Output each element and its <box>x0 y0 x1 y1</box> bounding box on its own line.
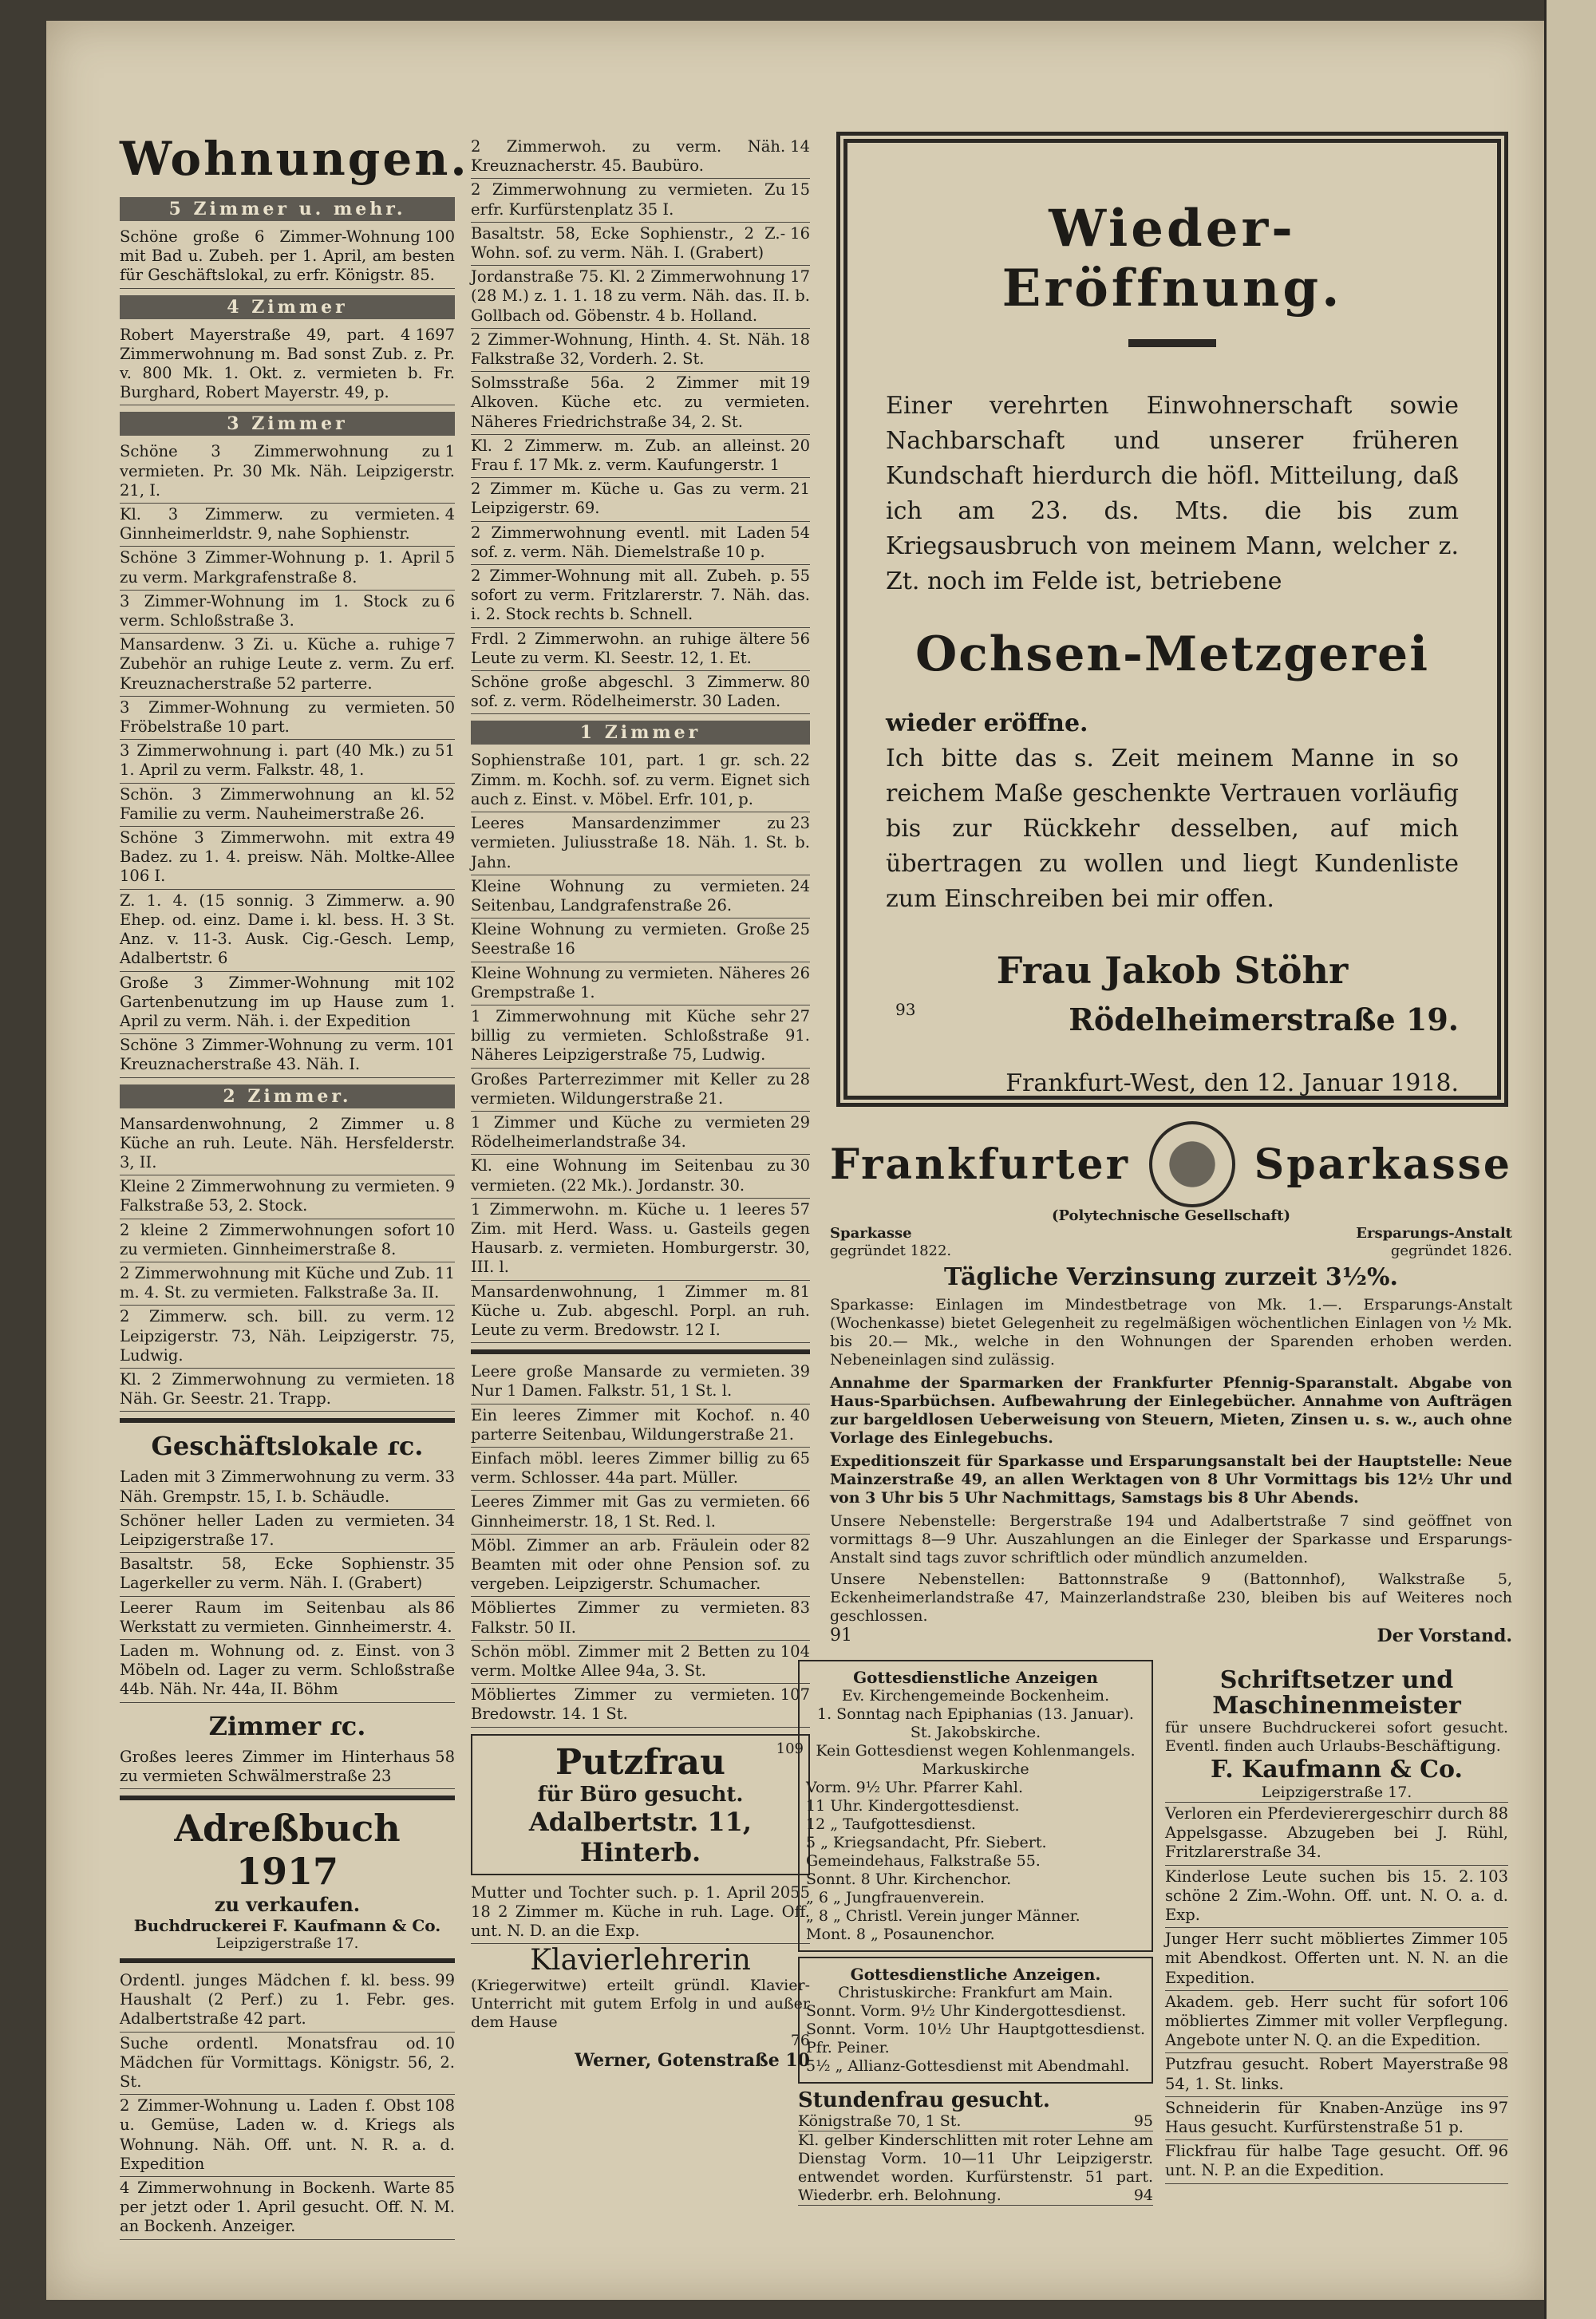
ad-text: Mutter und Tochter such. p. 1. April 18 2 Zimmer m. Küche in ruh. Lage. Off. unt. N. D. an die Exp. <box>471 1882 810 1941</box>
ad-text: Basaltstr. 58, Ecke Sophienstr. Lagerkeller zu verm. Näh. I. (Grabert) <box>120 1555 431 1593</box>
ad-text: Flickfrau für halbe Tage gesucht. Off. unt. N. P. an die Expedition. <box>1165 2142 1484 2180</box>
classified-ad <box>120 827 455 890</box>
divider <box>120 1796 455 1800</box>
category-band: 4 Zimmer <box>120 295 455 319</box>
ad-number: 34 <box>435 1511 455 1530</box>
sparkasse-r1b: gegründet 1826. <box>1390 1242 1512 1259</box>
ad-number: 29 <box>790 1112 810 1132</box>
classified-ad <box>1165 1991 1508 2054</box>
classified-ad <box>120 2033 455 2096</box>
category-band: 5 Zimmer u. mehr. <box>120 197 455 221</box>
classified-ad <box>471 223 810 266</box>
ad-text: Schön. 3 Zimmerwohnung an kl. Familie zu verm. Nauheimerstraße 26. <box>120 784 431 823</box>
ad-text: 1 Zimmerwohn. m. Küche u. 1 leeres Zim. mit Herd. Wass. u. Gasteils gegen Hausarb. z. vermieten. Homburgerstr. 30, III. l. <box>471 1199 810 1277</box>
firm-addr: Leipzigerstraße 17. <box>1165 1784 1508 1803</box>
putz-num: 109 <box>776 1740 804 1757</box>
ad-text: 2 Zimmer m. Küche u. Gas zu verm. Leipzigerstr. 69. <box>471 480 786 518</box>
classified-ad <box>1165 2140 1508 2183</box>
ad-number: 85 <box>435 2179 455 2198</box>
ad-text: Kleine Wohnung zu vermieten. Näheres Grempstraße 1. <box>471 963 786 1001</box>
ad-text: 1 Zimmerwohnung mit Küche sehr billig zu vermieten. Schloßstraße 91. Näheres Leipzigerstraße 75, Ludwig. <box>471 1006 810 1065</box>
classified-ad <box>120 1306 455 1369</box>
classified-ad <box>120 1113 455 1176</box>
service-row: 12 „ Taufgottesdienst. <box>806 1815 976 1833</box>
classified-ad <box>120 697 455 740</box>
ad-number: 27 <box>790 1006 810 1025</box>
ad-text: Ordentl. junges Mädchen f. kl. bess. Haushalt (2 Perf.) zu 1. Febr. ges. Adalbertstraße 42 part. <box>120 1971 455 2029</box>
ad-number: 35 <box>435 1555 455 1574</box>
ad-text: Kl. 2 Zimmerwohnung zu vermieten. Näh. Gr. Seestr. 21. Trapp. <box>120 1369 431 1408</box>
ad-number: 97 <box>1488 2098 1508 2117</box>
ad-text: Leeres Mansardenzimmer zu vermieten. Juliusstraße 18. Näh. 1. St. b. Jahn. <box>471 814 810 871</box>
ad-number: 19 <box>790 373 810 393</box>
ad-number: 28 <box>790 1069 810 1088</box>
schlitten-text: Kl. gelber Kinderschlitten mit roter Lehne am Dienstag Vorm. 10—11 Uhr Leipzigerstr. entwendet worden. Kurfürstenstr. 51 part. Wiederbr. erh. Belohnung. <box>798 2131 1153 2204</box>
ad-number: 14 <box>790 137 810 156</box>
classified-ad <box>120 1640 455 1703</box>
service-row: Gemeindehaus, Falkstraße 55. <box>806 1852 1041 1870</box>
gottes-line4: Markuskirche <box>922 1760 1029 1778</box>
ad-lead: wieder eröffne. <box>886 709 1088 737</box>
ad-text: Leere große Mansarde zu vermieten. Nur 1 Damen. Falkstr. 51, 1 St. l. <box>471 1362 786 1400</box>
category-band: 3 Zimmer <box>120 412 455 436</box>
classified-ad <box>471 478 810 521</box>
column-2 <box>471 136 810 2071</box>
ad-text: Mansardenwohnung, 1 Zimmer m. Küche u. Zub. abgeschl. Porpl. an ruh. Leute zu verm. Bredowstr. 12 I. <box>471 1282 810 1339</box>
ad-text: 2 Zimmer-Wohnung mit all. Zubeh. p. sofort zu verm. Fritzlarerstr. 7. Näh. das. i. 2. Stock rechts b. Schnell. <box>471 567 810 624</box>
service-row: Sonnt. Vorm. 10½ Uhr Hauptgottesdienst. Pfr. Peiner. <box>806 2021 1145 2056</box>
ad-text: 4 Zimmerwohnung in Bockenh. Warte per jetzt oder 1. April gesucht. Off. N. M. an Bockenh. Anzeiger. <box>120 2179 455 2236</box>
classified-ad <box>471 1069 810 1112</box>
sparkasse-p3: Expeditionszeit für Sparkasse und Ersparungsanstalt bei der Hauptstelle: Neue Mainzerstraße 49, an allen Werktagen von 8 Uhr Vormittags bis 12½ Uhr und von 3 Uhr bis 5 Uhr Nachmittags, Samstags bis 8 Uhr Abends. <box>830 1452 1512 1507</box>
adressbuch-title: Adreßbuch 1917 <box>174 1807 401 1893</box>
ad-text: Junger Herr sucht möbliertes Zimmer mit Abendkost. Offerten unt. N. N. an die Expedition. <box>1165 1930 1508 1987</box>
ad-number: 25 <box>790 920 810 939</box>
klavier-num: 76 <box>790 2032 810 2050</box>
ad-text: Kl. eine Wohnung im Seitenbau zu vermieten. (22 Mk.). Jordanstr. 30. <box>471 1156 786 1195</box>
ad-number: 24 <box>790 876 810 895</box>
classified-ad <box>120 2177 455 2240</box>
ad-sparkasse <box>830 1121 1512 1646</box>
ad-text: Kleine Wohnung zu vermieten. Seitenbau, Landgrafenstraße 26. <box>471 876 786 915</box>
service-row: 11 Uhr. Kindergottesdienst. <box>806 1797 1020 1815</box>
classified-ad <box>120 440 455 504</box>
classified-ad <box>471 962 810 1005</box>
ad-text: Möbliertes Zimmer zu vermieten. Bredowstr. 14. 1 St. <box>471 1685 776 1724</box>
divider <box>471 1349 810 1354</box>
ad-number: 11 <box>435 1263 455 1282</box>
ad-date: Frankfurt-West, den 12. Januar 1918. <box>1005 1069 1459 1097</box>
ad-number: 8 <box>444 1114 455 1133</box>
klavier-title: Klavierlehrerin <box>530 1944 751 1977</box>
ad-number: 65 <box>790 1448 810 1468</box>
ad-text: Kleine Wohnung zu vermieten. Große Seestraße 16 <box>471 920 786 958</box>
ad-text: Sophienstraße 101, part. 1 gr. sch. Zimm. m. Kochh. sof. zu verm. Eignet sich auch z. Einst. v. Möbel. Erfr. 101, p. <box>471 751 810 808</box>
classified-ad <box>120 1175 455 1219</box>
ad-text: Kleine 2 Zimmerwohnung zu vermieten. Falkstraße 53, 2. Stock. <box>120 1177 440 1215</box>
category-band: 2 Zimmer. <box>120 1084 455 1108</box>
classified-ad <box>120 504 455 547</box>
ad-text: Solmsstraße 56a. 2 Zimmer mit Alkoven. Küche etc. zu vermieten. Näheres Friedrichstraße 34, 2. St. <box>471 373 810 431</box>
ad-number: 105 <box>1478 1930 1508 1949</box>
ad-text: Möbl. Zimmer an arb. Fräulein oder Beamten mit oder ohne Pension sof. zu vergeben. Leipzigerstr. Schumacher. <box>471 1535 810 1594</box>
classified-ad <box>1165 1866 1508 1929</box>
schrift-title: Schriftsetzer und Maschinenmeister <box>1212 1666 1461 1720</box>
ad-number: 98 <box>1488 2055 1508 2074</box>
ad-number: 15 <box>790 180 810 200</box>
sparkasse-l1b: gegründet 1822. <box>830 1242 952 1259</box>
classified-ad <box>471 522 810 565</box>
classified-ad <box>120 324 455 406</box>
ad-text: Schöne 3 Zimmer-Wohnung p. 1. April zu verm. Markgrafenstraße 8. <box>120 548 440 587</box>
classified-ad <box>120 226 455 289</box>
ad-number: 23 <box>790 814 810 833</box>
gottes-sub2: Christuskirche: Frankfurt am Main. <box>838 1984 1113 2001</box>
classified-ad <box>471 1535 810 1598</box>
ad-text: Frdl. 2 Zimmerwohn. an ruhige ältere Leute zu verm. Kl. Seestr. 12, 1. Et. <box>471 629 786 667</box>
ad-number: 57 <box>790 1199 810 1219</box>
ad-text: Einer verehrten Einwohnerschaft sowie Nachbarschaft und unserer früheren Kundschaft hierdurch die höfl. Mitteilung, daß ich am 23. ds. Mts. die bis zum Kriegsausbruch von meinem Mann, welcher z. Zt. noch im Felde ist, betriebene <box>886 392 1459 595</box>
ad-number: 4 <box>444 505 455 524</box>
section-title-geschaeftslokale: Geschäftslokale ɾc. <box>151 1431 424 1462</box>
classified-ad <box>120 1034 455 1077</box>
service-row: „ 6 „ Jungfrauenverein. <box>806 1889 985 1906</box>
stunden-text: Königstraße 70, 1 St. <box>798 2112 962 2130</box>
ad-text: Leeres Zimmer mit Gas zu vermieten. Ginnheimerstr. 18, 1 St. Red. l. <box>471 1492 786 1531</box>
sparkasse-rate: Tägliche Verzinsung zurzeit 3½%. <box>944 1263 1398 1291</box>
ad-text: Laden mit 3 Zimmerwohnung zu verm. Näh. Grempstr. 15, I. b. Schäudle. <box>120 1468 431 1506</box>
ad-text: Mansardenw. 3 Zi. u. Küche a. ruhige Zubehör an ruhige Leute z. verm. Zu erf. Kreuznacherstraße 52 parterre. <box>120 635 455 693</box>
ad-number: 54 <box>790 523 810 542</box>
sparkasse-right: Sparkasse <box>1254 1140 1512 1189</box>
schlitten-num: 94 <box>1133 2187 1153 2204</box>
section-title-zimmer: Zimmer ɾc. <box>208 1710 366 1741</box>
ad-text: Putzfrau gesucht. Robert Mayerstraße 54, 1. St. links. <box>1165 2055 1484 2093</box>
classified-ad <box>471 435 810 478</box>
ad-number: 39 <box>790 1362 810 1381</box>
ad-text: Einfach möbl. leeres Zimmer billig zu verm. Schlosser. 44a part. Müller. <box>471 1448 786 1487</box>
classified-ad <box>120 1219 455 1262</box>
ad-number: 86 <box>435 1598 455 1617</box>
classified-ad <box>120 1746 455 1789</box>
classified-ad <box>471 1597 810 1640</box>
ad-number: 58 <box>435 1747 455 1766</box>
classified-ad <box>120 740 455 783</box>
classified-ad <box>120 1597 455 1640</box>
classified-ad <box>471 628 810 671</box>
classified-ad <box>471 1199 810 1281</box>
ad-number: 96 <box>1488 2142 1508 2161</box>
ad-number: 103 <box>1478 1867 1508 1886</box>
classified-ad <box>471 1882 810 1945</box>
ad-text: Z. 1. 4. (15 sonnig. 3 Zimmerw. a. Ehep. od. einz. Dame i. kl. bess. H. 3 St. Anz. v. 11-3. Ausk. Cig.-Gesch. Lemp, Adalbertstr. 6 <box>120 891 455 968</box>
service-row: Mont. 8 „ Posaunenchor. <box>806 1926 995 1943</box>
ad-text: Schöne 3 Zimmerwohnung zu vermieten. Pr. 30 Mk. Näh. Leipzigerstr. 21, I. <box>120 442 455 500</box>
adjacent-page-edge <box>1544 0 1596 2319</box>
ad-text: 2 Zimmer-Wohnung, Hinth. 4. St. Näh. Falkstraße 32, Vorderh. 2. St. <box>471 330 786 369</box>
classified-ad <box>120 1553 455 1596</box>
ad-number: 49 <box>435 828 455 847</box>
classified-ad <box>120 1262 455 1306</box>
ad-wieder-eroeffnung <box>836 132 1508 1107</box>
classified-ad <box>471 1112 810 1155</box>
ad-number: 18 <box>435 1369 455 1389</box>
classified-ad <box>471 1684 810 1727</box>
service-row: Sonnt. 8 Uhr. Kirchenchor. <box>806 1871 1012 1888</box>
ad-text: 3 Zimmer-Wohnung im 1. Stock zu verm. Schloßstraße 3. <box>120 591 440 630</box>
klavier-text: (Kriegerwitwe) erteilt gründl. Klavier-Unterricht mit gutem Erfolg in und außer dem Hause <box>471 1977 810 2032</box>
adressbuch-firm: Buchdruckerei F. Kaufmann & Co. <box>133 1916 441 1935</box>
classified-ad <box>471 1361 810 1404</box>
sparkasse-p5: Unsere Nebenstellen: Battonnstraße 9 (Battonnhof), Walkstraße 5, Eckenheimerlandstraße 47, Mainzerlandstraße 230, bleiben bis auf Weiteres noch geschlossen. <box>830 1570 1512 1625</box>
ad-text: 1 Zimmer und Küche zu vermieten Rödelheimerlandstraße 34. <box>471 1112 786 1152</box>
classified-ad <box>471 329 810 372</box>
ad-number: 5 <box>444 548 455 567</box>
service-row: 5½ „ Allianz-Gottesdienst mit Abendmahl. <box>806 2057 1130 2075</box>
ad-text: 3 Zimmerwohnung i. part (40 Mk.) zu 1. April zu verm. Falkstr. 48, 1. <box>120 741 431 780</box>
ad-text: 2 kleine 2 Zimmerwohnungen sofort zu vermieten. Ginnheimerstraße 8. <box>120 1220 431 1258</box>
schrift-text: für unsere Buchdruckerei sofort gesucht. Eventl. finden auch Urlaubs-Beschäftigung. <box>1165 1719 1508 1755</box>
ad-number: 17 <box>790 267 810 286</box>
ad-text: 2 Zimmerwohnung eventl. mit Laden sof. z. verm. Näh. Diemelstraße 10 p. <box>471 523 786 561</box>
ad-number: 6 <box>444 591 455 610</box>
ad-num: 93 <box>895 1000 916 1019</box>
ad-number: 2055 <box>770 1882 810 1902</box>
ad-addr: Rödelheimerstraße 19. <box>1069 1001 1459 1037</box>
classified-ad <box>471 1155 810 1198</box>
ad-text2: Ich bitte das s. Zeit meinem Manne in so reichem Maße geschenkte Vertrauen vorläufig bis zur Rückkehr desselben, auf mich übertragen zu wollen und liegt Kundenliste zum Einschreiben bei mir offen. <box>886 745 1459 913</box>
ad-number: 100 <box>425 227 455 246</box>
ad-number: 80 <box>790 673 810 692</box>
ad-number: 82 <box>790 1535 810 1555</box>
classified-ad <box>120 591 455 634</box>
sparkasse-l1: Sparkasse <box>830 1225 912 1242</box>
classified-ad <box>120 972 455 1035</box>
divider <box>120 1958 455 1963</box>
ad-text: Kl. 2 Zimmerw. m. Zub. an alleinst. Frau f. 17 Mk. z. verm. Kaufungerstr. 1 <box>471 436 786 475</box>
putzfrau-ad <box>471 1734 810 1875</box>
classified-ad <box>1165 2097 1508 2140</box>
classified-ad <box>120 547 455 590</box>
classified-ad <box>120 1510 455 1553</box>
ad-text: Großes leeres Zimmer im Hinterhaus zu vermieten Schwälmerstraße 23 <box>120 1747 431 1785</box>
classified-ad <box>471 1641 810 1684</box>
ad-text: Laden m. Wohnung od. z. Einst. von Möbeln od. Lager zu verm. Schloßstraße 44b. Näh. Nr. 44a, II. Böhm <box>120 1641 455 1699</box>
ad-number: 10 <box>435 1220 455 1239</box>
classified-ad <box>120 784 455 827</box>
ad-number: 3 <box>444 1641 455 1660</box>
ad-text: 2 Zimmerw. sch. bill. zu verm. Leipzigerstr. 73, Näh. Leipzigerstr. 75, Ludwig. <box>120 1307 455 1365</box>
classified-ad <box>1165 1803 1508 1866</box>
classified-ad <box>471 136 810 179</box>
classified-ad <box>471 1005 810 1069</box>
ad-number: 40 <box>790 1405 810 1424</box>
ad-text: 2 Zimmerwoh. zu verm. Näh. Kreuznacherstr. 45. Baubüro. <box>471 137 786 176</box>
ad-number: 51 <box>435 741 455 760</box>
classified-ad <box>471 1281 810 1344</box>
ad-sign: Frau Jakob Stöhr <box>996 949 1349 992</box>
classified-ad <box>120 1369 455 1412</box>
sparkasse-left: Frankfurter <box>830 1140 1131 1189</box>
ad-number: 101 <box>425 1036 455 1055</box>
service-row: Sonnt. Vorm. 9½ Uhr Kindergottesdienst. <box>806 2002 1127 2020</box>
classified-ad <box>471 179 810 222</box>
ad-dash <box>1128 339 1216 347</box>
classified-ad <box>120 890 455 972</box>
ad-number: 99 <box>435 1971 455 1989</box>
ad-text: Große 3 Zimmer-Wohnung mit Gartenbenutzung im up Hause zum 1. April zu verm. Näh. i. der Expedition <box>120 973 455 1030</box>
classified-ad <box>471 266 810 329</box>
putz-sub: für Büro gesucht. <box>537 1782 744 1807</box>
ad-text: Schneiderin für Knaben-Anzüge ins Haus gesucht. Kurfürstenstraße 51 p. <box>1165 2098 1484 2137</box>
classified-ad <box>471 565 810 628</box>
ad-number: 50 <box>435 697 455 717</box>
gottes-sub: Ev. Kirchengemeinde Bockenheim. <box>841 1687 1110 1705</box>
ad-number: 81 <box>790 1282 810 1301</box>
adressbuch-sub: zu verkaufen. <box>214 1893 361 1916</box>
ad-number: 102 <box>425 973 455 992</box>
gottes-line1: 1. Sonntag nach Epiphanias (13. Januar). <box>817 1705 1134 1723</box>
classified-ad <box>471 671 810 714</box>
sparkasse-r1: Ersparungs-Anstalt <box>1356 1225 1512 1242</box>
sparkasse-num: 91 <box>830 1626 852 1645</box>
classified-ad <box>1165 2053 1508 2096</box>
ad-text: Schöne 3 Zimmerwohn. mit extra Badez. zu 1. 4. preisw. Näh. Moltke-Allee 106 I. <box>120 828 455 886</box>
stunden-title: Stundenfrau gesucht. <box>798 2088 1050 2112</box>
ad-number: 12 <box>435 1307 455 1326</box>
sparkasse-sign: Der Vorstand. <box>1377 1626 1512 1646</box>
klavier-ad <box>471 1944 810 2071</box>
ad-number: 30 <box>790 1156 810 1175</box>
sparkasse-p2: Annahme der Sparmarken der Frankfurter Pfennig-Sparanstalt. Abgabe von Haus-Sparbüchsen. Aufbewahrung der Einlegebücher. Annahme von Aufträgen zur bargeldlosen Ueberweisung von Steuern, Mieten, Zinsen u. s. w., auch ohne Vorlage des Einlegebuchs. <box>830 1374 1512 1447</box>
ad-number: 56 <box>790 629 810 648</box>
classified-ad <box>471 919 810 962</box>
ad-number: 106 <box>1478 1992 1508 2011</box>
ad-text: Großes Parterrezimmer mit Keller zu vermieten. Wildungerstraße 21. <box>471 1069 786 1108</box>
firm-name: F. Kaufmann & Co. <box>1211 1756 1463 1784</box>
classified-ad <box>120 1969 455 2033</box>
gottes-title2: Gottesdienstliche Anzeigen. <box>850 1965 1101 1984</box>
classified-ad <box>120 2095 455 2177</box>
ad-number: 18 <box>790 330 810 349</box>
sparkasse-sub: (Polytechnische Gesellschaft) <box>1051 1207 1290 1224</box>
ad-number: 7 <box>444 635 455 654</box>
ad-text: Kl. 3 Zimmerw. zu vermieten. Ginnheimerldstr. 9, nahe Sophienstr. <box>120 505 440 543</box>
putz-addr: Adalbertstr. 11, Hinterb. <box>528 1806 753 1867</box>
ad-number: 9 <box>444 1177 455 1196</box>
beehive-logo-icon <box>1149 1121 1235 1207</box>
ad-text: Suche ordentl. Monatsfrau od. Mädchen für Vormittags. Königstr. 56, 2. St. <box>120 2033 455 2092</box>
column-wohnungen <box>120 132 469 2240</box>
ad-number: 1697 <box>415 325 455 344</box>
ad-number: 107 <box>780 1685 810 1705</box>
ad-text: Schöne große abgeschl. 3 Zimmerw. sof. z. verm. Rödelheimerstr. 30 Laden. <box>471 673 786 711</box>
adressbuch-ad <box>120 1807 455 1952</box>
ad-text: Kinderlose Leute suchen bis 15. 2. schöne 2 Zim.-Wohn. Off. unt. N. O. a. d. Exp. <box>1165 1867 1508 1925</box>
klavier-name: Werner, Gotenstraße 10 <box>575 2050 810 2072</box>
classified-ad <box>471 749 810 812</box>
ad-number: 52 <box>435 784 455 804</box>
ad-number: 22 <box>790 751 810 770</box>
ad-text: Schöne 3 Zimmer-Wohnung zu verm. Kreuznacherstraße 43. Näh. I. <box>120 1036 421 1074</box>
classified-ad <box>120 1466 455 1509</box>
band-1-zimmer: 1 Zimmer <box>471 721 810 745</box>
divider <box>120 1418 455 1423</box>
ad-text: Möbliertes Zimmer zu vermieten. Falkstr. 50 II. <box>471 1598 786 1637</box>
ad-number: 33 <box>435 1468 455 1487</box>
stunden-num: 95 <box>1133 2112 1153 2130</box>
ad-text: Ein leeres Zimmer mit Kochof. n. parterre Seitenbau, Wildungerstraße 21. <box>471 1405 795 1444</box>
gottes-line3: Kein Gottesdienst wegen Kohlenmangels. <box>816 1742 1136 1760</box>
ad-text: Leerer Raum im Seitenbau als Werkstatt zu vermieten. Ginnheimerstr. 4. <box>120 1598 452 1636</box>
ad-number: 88 <box>1488 1804 1508 1823</box>
classified-ad <box>471 372 810 435</box>
ad-number: 21 <box>790 480 810 499</box>
ad-number: 90 <box>435 891 455 910</box>
ad-text: 3 Zimmer-Wohnung zu vermieten. Fröbelstraße 10 part. <box>120 697 431 737</box>
ad-text: Robert Mayerstraße 49, part. 4 Zimmerwohnung m. Bad sonst Zub. z. Pr. v. 800 Mk. 1. Okt. z. vermieten b. Fr. Burghard, Robert Mayerstr. 49, p. <box>120 325 455 402</box>
ad-number: 26 <box>790 963 810 982</box>
service-row: 5 „ Kriegsandacht, Pfr. Siebert. <box>806 1834 1047 1851</box>
classified-ad <box>471 1404 810 1448</box>
ad-number: 104 <box>780 1641 810 1661</box>
ad-text: Verloren ein Pferdevierergeschirr durch Appelsgasse. Abzugeben bei J. Rühl, Fritzlarerstraße 34. <box>1165 1804 1508 1862</box>
sparkasse-p1: Sparkasse: Einlagen im Mindestbetrage von Mk. 1.—. Ersparungs-Anstalt (Wochenkasse) bietet Gelegenheit zu regelmäßigen wöchentlichen Einlagen von ½ Mk. bis 20.— Mk., welche in den Wohnungen der Sparenden erhoben werden. Nebeneinlagen sind zulässig. <box>830 1296 1512 1369</box>
ad-number: 16 <box>790 223 810 243</box>
classified-ad <box>471 812 810 875</box>
ad-text: 2 Zimmerwohnung zu vermieten. Zu erfr. Kurfürstenplatz 35 I. <box>471 180 786 219</box>
classified-ad <box>120 634 455 697</box>
ad-text: 2 Zimmer-Wohnung u. Laden f. Obst u. Gemüse, Laden w. d. Kriegs als Wohnung. Näh. Off. unt. N. R. a. d. Expedition <box>120 2096 455 2173</box>
ad-number: 20 <box>790 436 810 455</box>
ad-number: 1 <box>444 442 455 461</box>
ad-number: 66 <box>790 1492 810 1511</box>
classified-ad <box>471 875 810 919</box>
gottes-title: Gottesdienstliche Anzeigen <box>853 1668 1098 1687</box>
column-gottesdienst <box>798 1660 1153 2206</box>
section-title-wohnungen: Wohnungen. <box>120 132 469 186</box>
ad-text: Basaltstr. 58, Ecke Sophienstr., 2 Z.-Wohn. sof. zu verm. Näh. I. (Grabert) <box>471 223 786 263</box>
ad-number: 10 <box>435 2033 455 2052</box>
gottes-line2: St. Jakobskirche. <box>910 1724 1041 1741</box>
ad-text: Jordanstraße 75. Kl. 2 Zimmerwohnung (28 M.) z. 1. 1. 18 zu verm. Näh. das. II. b. Gollbach od. Göbenstr. 4 b. Holland. <box>471 267 810 325</box>
ad-text: Akadem. geb. Herr sucht für sofort möbliertes Zimmer mit voller Verpflegung. Angebote unter N. Q. an die Expedition. <box>1165 1992 1508 2050</box>
ad-title: Wieder-Eröffnung. <box>1001 199 1343 318</box>
ad-text: Mansardenwohnung, 2 Zimmer u. Küche an ruh. Leute. Näh. Hersfelderstr. 3, II. <box>120 1114 455 1171</box>
service-row: „ 8 „ Christl. Verein junger Männer. <box>806 1907 1080 1925</box>
ad-big: Ochsen-Metzgerei <box>915 626 1429 682</box>
service-row: Vorm. 9½ Uhr. Pfarrer Kahl. <box>806 1779 1024 1796</box>
ad-number: 55 <box>790 567 810 586</box>
classified-ad <box>471 1491 810 1534</box>
ad-text: 2 Zimmerwohnung mit Küche und Zub. m. 4. St. zu vermieten. Falkstraße 3a. II. <box>120 1263 440 1302</box>
ad-number: 83 <box>790 1598 810 1618</box>
ad-text: Schön möbl. Zimmer mit 2 Betten zu verm. Moltke Allee 94a, 3. St. <box>471 1641 776 1681</box>
putz-title: Putzfrau <box>555 1741 725 1783</box>
ad-number: 108 <box>425 2096 455 2116</box>
classified-ad <box>1165 1928 1508 1991</box>
adressbuch-addr: Leipzigerstraße 17. <box>215 1935 359 1952</box>
ad-text: Schöner heller Laden zu vermieten. Leipzigerstraße 17. <box>120 1511 431 1549</box>
ad-text: Schöne große 6 Zimmer-Wohnung mit Bad u. Zubeh. per 1. April, am besten für Geschäftslokal, zu erfr. Königstr. 85. <box>120 227 455 285</box>
sparkasse-p4: Unsere Nebenstelle: Bergerstraße 194 und Adalbertstraße 7 sind geöffnet von vormittags 8—9 Uhr. Auszahlungen an die Einleger der Sparkasse und Ersparungs-Anstalt sind tags zuvor schriftlich oder mündlich anzumelden. <box>830 1512 1512 1566</box>
column-right-lower <box>1165 1668 1508 2184</box>
classified-ad <box>471 1448 810 1491</box>
